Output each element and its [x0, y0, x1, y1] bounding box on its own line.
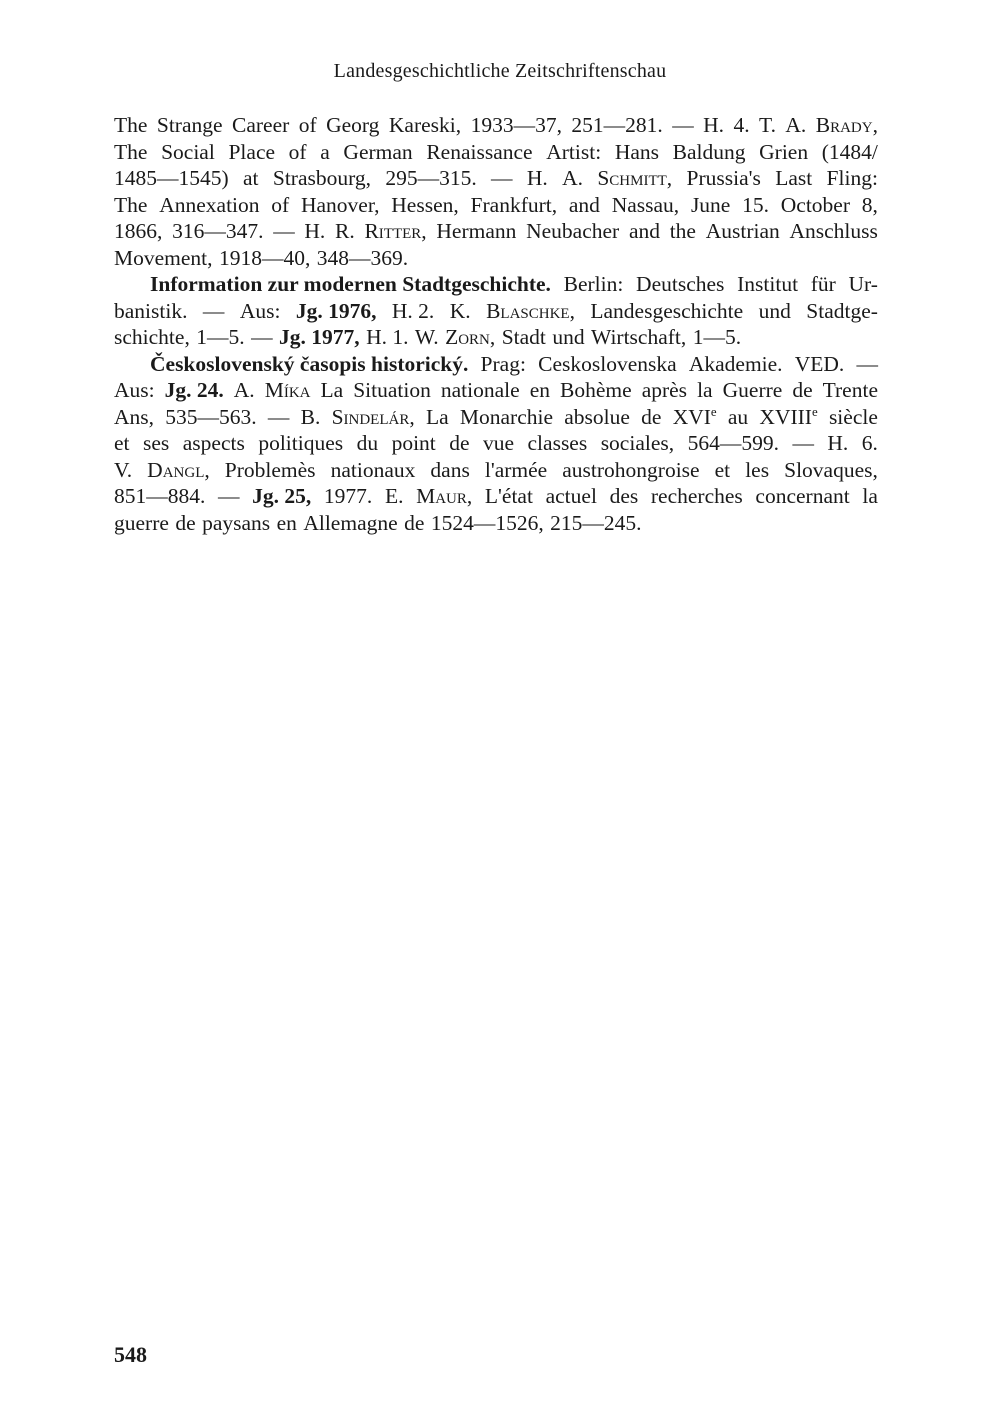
word: l'armée — [484, 457, 548, 482]
word: 1918—40, — [218, 245, 311, 270]
word: austrohongroise — [562, 457, 700, 482]
word: of — [271, 192, 290, 217]
word: L'état — [484, 484, 533, 508]
word: 1485—1545) — [114, 166, 229, 190]
word: Ur- — [848, 272, 878, 296]
text-line — [114, 245, 878, 272]
word: — — [856, 351, 878, 376]
word: und — [758, 298, 791, 323]
text-line — [114, 404, 878, 431]
word: la — [697, 378, 713, 402]
word: A. — [233, 378, 255, 402]
word: — — [273, 219, 295, 243]
word: für — [810, 272, 836, 296]
word: politiques — [258, 431, 344, 455]
word: Last — [775, 166, 813, 190]
word: — — [267, 404, 290, 429]
word: La — [425, 404, 449, 429]
word: 4. — [733, 113, 750, 137]
word: concernant — [755, 484, 850, 508]
word: W. — [414, 325, 439, 349]
word: aspects — [182, 431, 245, 455]
word: nationaux — [330, 457, 416, 482]
word: de — [641, 404, 662, 429]
word: — — [792, 431, 814, 455]
word: — — [251, 325, 273, 349]
word: 251—281. — [571, 113, 663, 137]
word: E. — [384, 484, 404, 508]
word: H. 1. — [366, 325, 409, 349]
text-line — [114, 112, 878, 139]
word: absolue — [564, 404, 630, 429]
word: et — [714, 457, 731, 482]
word: au — [727, 404, 749, 429]
word: Monarchie — [459, 404, 554, 429]
word: Anschluss — [789, 219, 878, 243]
word: — — [491, 166, 513, 190]
text-line — [114, 192, 878, 219]
word: 295—315. — [385, 166, 477, 190]
word: A. — [785, 113, 807, 137]
text-line — [114, 218, 878, 245]
word: Career — [232, 113, 290, 137]
word: et — [114, 431, 130, 455]
word: en — [529, 378, 550, 402]
word: dans — [430, 457, 470, 482]
word: German — [343, 139, 413, 164]
word: de — [175, 510, 196, 535]
word: at — [243, 166, 259, 190]
word: June — [690, 192, 731, 217]
word: des — [609, 484, 639, 508]
word: Hermann — [436, 219, 517, 243]
word: 348—369. — [316, 245, 409, 270]
word: Stadt — [501, 325, 546, 349]
word: la — [862, 484, 878, 508]
word: the — [669, 219, 696, 243]
author-name: Schmitt, — [597, 166, 673, 190]
word: Georg — [326, 113, 380, 137]
word: les — [745, 457, 770, 482]
word: Allemagne — [303, 510, 398, 535]
word: a — [320, 139, 330, 164]
volume-year: Jg. 25, — [252, 484, 312, 508]
word: Trente — [822, 378, 878, 402]
volume-year: Jg. 24. — [164, 378, 224, 402]
word: 316—347. — [172, 219, 264, 243]
word: H. — [304, 219, 326, 243]
word: R. — [335, 219, 355, 243]
word: The — [114, 113, 148, 137]
word: Aus: — [239, 298, 281, 323]
word: 1524—1526, — [430, 510, 544, 535]
word: du — [356, 431, 379, 455]
running-head: Landesgeschichtliche Zeitschriftenschau — [333, 60, 667, 82]
page-number: 548 — [114, 1342, 147, 1367]
word: nationale — [440, 378, 520, 402]
word: 1933—37, — [470, 113, 562, 137]
text-line — [114, 483, 878, 510]
word: Austrian — [705, 219, 780, 243]
word: T. — [759, 113, 776, 137]
text-line — [114, 510, 878, 537]
word: de — [404, 510, 425, 535]
word: H. 2. — [391, 298, 435, 323]
word: Grien — [759, 139, 809, 164]
word: (1484/ — [821, 139, 878, 164]
word: 564—599. — [687, 431, 779, 455]
word: Movement, — [114, 245, 213, 270]
text-line — [114, 324, 878, 351]
word: Prag: — [480, 351, 526, 376]
word: recherches — [650, 484, 743, 508]
word: H. — [526, 166, 548, 190]
author-name: Brady, — [815, 113, 878, 137]
author-name: Míka — [264, 378, 311, 402]
word: Wirtschaft, — [591, 325, 687, 349]
word: Social — [161, 139, 215, 164]
word: K. — [449, 298, 471, 323]
journal-title: Information zur modernen Stadtgeschichte. — [150, 272, 551, 296]
word: Prussia's — [686, 166, 761, 190]
word: Renaissance — [426, 139, 533, 164]
word: ses — [143, 431, 170, 455]
author-name: Ritter, — [364, 219, 427, 243]
word: of — [298, 113, 317, 137]
word: Situation — [353, 378, 431, 402]
text-line — [114, 430, 878, 457]
word: siècle — [828, 404, 878, 429]
word: vue — [483, 431, 515, 455]
word: 15. — [742, 192, 769, 217]
word: Ceskoslovenska — [538, 351, 677, 376]
text-line — [114, 457, 878, 484]
word: — — [672, 113, 694, 137]
volume-year: Jg. 1976, — [295, 298, 377, 323]
word: actuel — [545, 484, 597, 508]
word: und — [552, 325, 585, 349]
century-numeral: XVIe — [672, 404, 717, 429]
word: schichte, — [114, 325, 190, 349]
word: Artist: — [546, 139, 602, 164]
word: Ans, — [114, 404, 155, 429]
word: Annexation — [159, 192, 260, 217]
word: 8, — [861, 192, 878, 217]
word: Guerre — [722, 378, 783, 402]
word: B. — [300, 404, 321, 429]
word: Hans — [614, 139, 659, 164]
word: sociales, — [600, 431, 675, 455]
word: 851—884. — [114, 484, 206, 508]
word: après — [641, 378, 688, 402]
word: A. — [562, 166, 584, 190]
text-line — [114, 165, 878, 192]
word: 1866, — [114, 219, 163, 243]
author-name: Zorn, — [445, 325, 496, 349]
word: banistik. — [114, 298, 188, 323]
word: Baldung — [672, 139, 746, 164]
word: H. — [703, 113, 725, 137]
word: de — [792, 378, 813, 402]
volume-year: Jg. 1977, — [279, 325, 360, 349]
word: Slovaques, — [784, 457, 878, 482]
word: 535—563. — [165, 404, 257, 429]
word: Institut — [737, 272, 799, 296]
author-name: Sindelár, — [331, 404, 415, 429]
word: Strasbourg, — [272, 166, 372, 190]
word: 215—245. — [550, 510, 642, 535]
text-line — [114, 271, 878, 298]
word: Stadtge- — [806, 298, 878, 323]
text-line — [114, 351, 878, 378]
word: October — [780, 192, 851, 217]
word: Berlin: — [563, 272, 624, 296]
word: Problemès — [224, 457, 316, 482]
word: de — [449, 431, 470, 455]
word: Aus: — [114, 378, 155, 402]
word: Nassau, — [611, 192, 680, 217]
word: VED. — [794, 351, 845, 376]
word: Landesgeschichte — [590, 298, 744, 323]
word: The — [114, 192, 148, 217]
author-name: Dangl, — [147, 457, 210, 482]
text-line — [114, 139, 878, 166]
word: H. — [827, 431, 849, 455]
word: Deutsches — [636, 272, 725, 296]
word: and — [568, 192, 600, 217]
word: Akademie. — [688, 351, 783, 376]
word: 1—5. — [692, 325, 742, 349]
word: point — [391, 431, 436, 455]
word: Neubacher — [526, 219, 620, 243]
word: classes — [527, 431, 588, 455]
word: Frankfurt, — [470, 192, 558, 217]
word: V. — [114, 457, 133, 482]
word: and — [628, 219, 660, 243]
word: — — [202, 298, 225, 323]
word: Kareski, — [388, 113, 462, 137]
word: Hanover, — [300, 192, 380, 217]
text-line — [114, 298, 878, 325]
bibliography-text — [114, 112, 878, 536]
word: — — [218, 484, 240, 508]
word: 1—5. — [196, 325, 245, 349]
word: en — [276, 510, 297, 535]
word: paysans — [202, 510, 271, 535]
text-line — [114, 377, 878, 404]
author-name: Maur, — [416, 484, 473, 508]
word: 6. — [861, 431, 878, 455]
word: La — [320, 378, 344, 402]
word: 1977. — [323, 484, 373, 508]
author-name: Blaschke, — [486, 298, 575, 323]
word: Strange — [156, 113, 223, 137]
word: guerre — [114, 510, 169, 535]
word: Place — [228, 139, 276, 164]
word: The — [114, 139, 148, 164]
word: of — [288, 139, 307, 164]
century-numeral: XVIIIe — [759, 404, 818, 429]
word: Fling: — [826, 166, 878, 190]
word: Bohème — [560, 378, 632, 402]
word: Hessen, — [391, 192, 459, 217]
journal-title: Československý časopis historický. — [150, 351, 469, 376]
